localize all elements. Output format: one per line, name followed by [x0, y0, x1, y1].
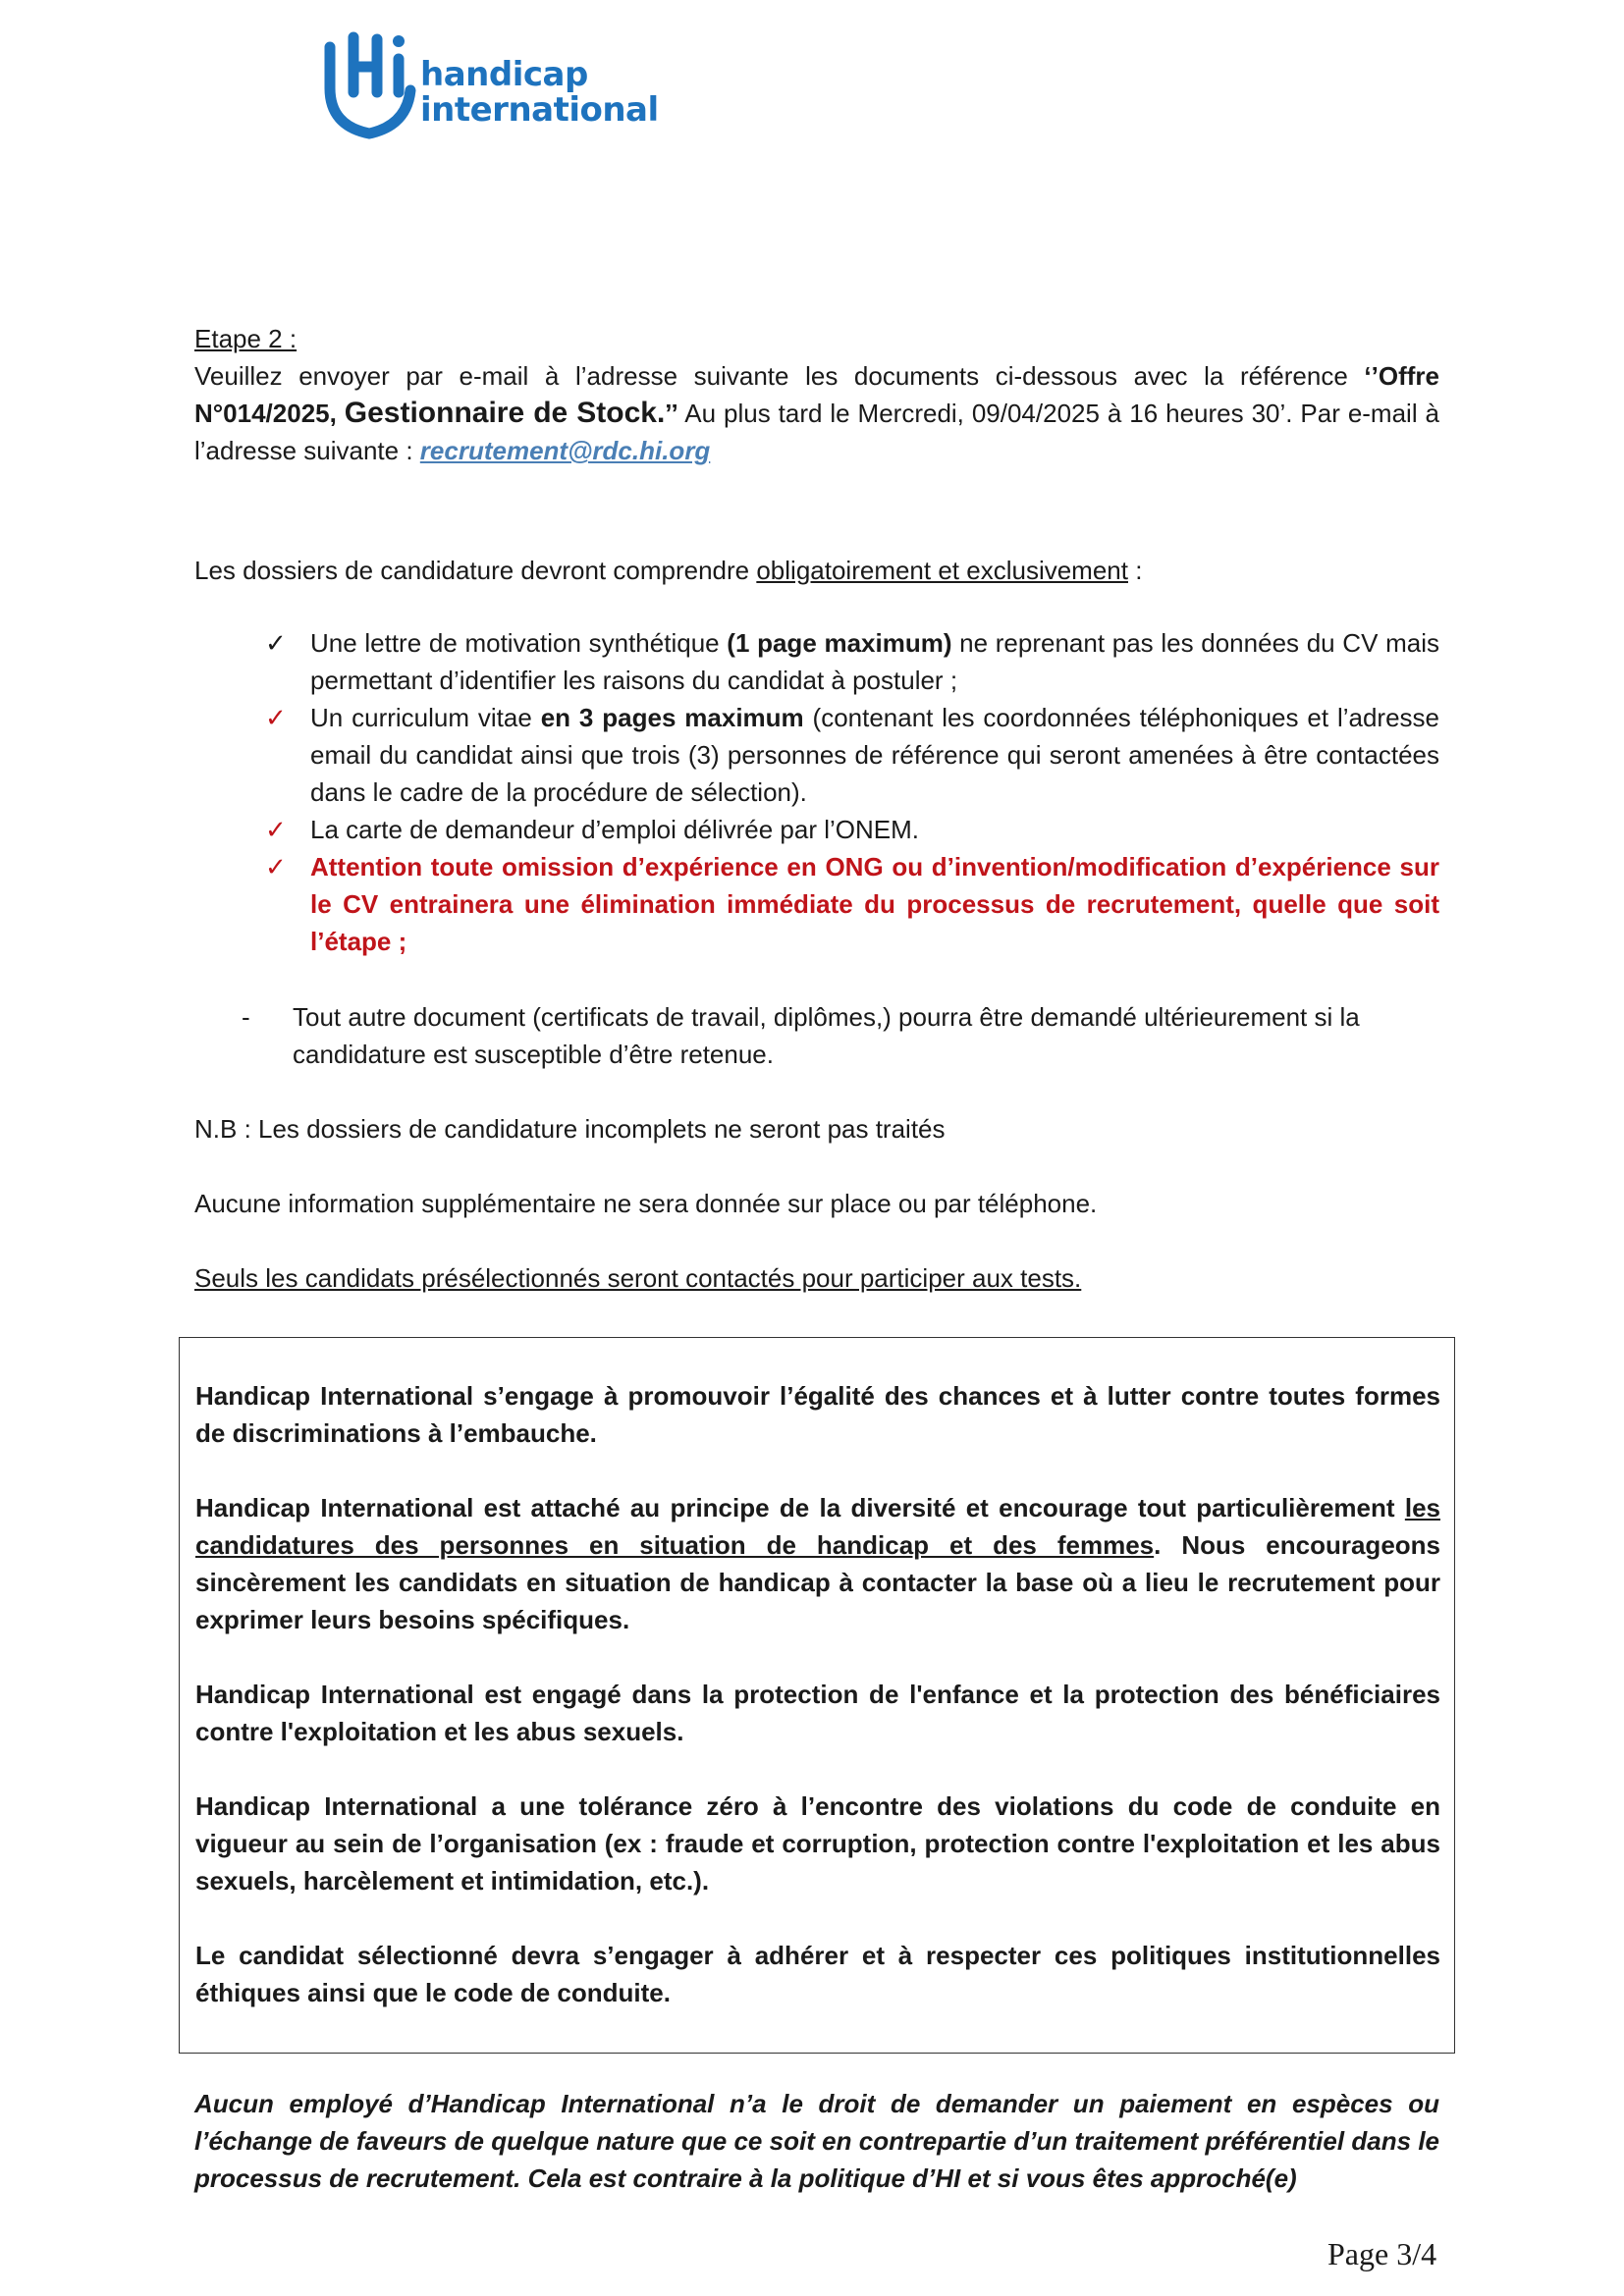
other-documents-note: [242, 998, 1439, 1073]
policy-child-protection: Handicap International est engagé dans la protection de l'enfance et la protection des bénéficiaires contre l'exploitation et les abus sexuels.: [195, 1680, 1440, 1746]
deadline-text: Au plus tard le Mercredi, 09/04/2025 à 16 heures 30’. Par e-mail à l’adresse suivante :: [194, 399, 1439, 465]
hi-hand-logo-icon: [320, 27, 418, 151]
policy-diversity: [195, 1489, 1440, 1638]
item-text: Une lettre de motivation synthétique: [310, 628, 728, 658]
anti-corruption-notice: Aucun employé d’Handicap International n’a le droit de demander un paiement en espèces ou l’échange de faveurs de quelque nature que ce soit en contrepartie d’un traitement préférentiel dans le processus de recrutement. Cela est contraire à la politique d’HI et si vous êtes approché(e): [194, 2089, 1439, 2193]
dossiers-intro-emphasis: obligatoirement et exclusivement: [756, 556, 1128, 585]
checklist-item: [255, 699, 1439, 811]
job-title: Gestionnaire de Stock.: [344, 397, 666, 429]
policy-box-content: [195, 1377, 1440, 2049]
policy-diversity-text: Handicap International est attaché au principe de la diversité et encourage tout particulièrement: [195, 1493, 1405, 1522]
checkmark-icon: ✓: [265, 703, 287, 732]
checkmark-icon: ✓: [265, 628, 287, 658]
preselection-note: Seuls les candidats présélectionnés seront contactés pour participer aux tests.: [194, 1263, 1082, 1293]
item-text: La carte de demandeur d’emploi délivrée par l’ONEM.: [310, 815, 919, 844]
requirements-checklist: [255, 624, 1439, 960]
etape-text-1: Veuillez envoyer par e-mail à l’adresse suivante les documents ci-dessous avec la référence: [194, 361, 1365, 391]
warning-text: Attention toute omission d’expérience en ONG ou d’invention/modification d’expérience sur le CV entrainera une élimination immédiate du processus de recrutement, quelle que soit l’étape ;: [310, 852, 1439, 956]
etape-section: [194, 320, 1439, 469]
policy-diversity-end: . Nous encourageons sincèrement les candidats en situation de handicap à contacter la base où a lieu le recrutement pour exprimer leurs besoins spécifiques.: [195, 1530, 1441, 1634]
offer-reference: ‘’Offre N°014/2025,: [194, 361, 1439, 428]
other-documents-text: Tout autre document (certificats de travail, diplômes,) pourra être demandé ultérieurement si la candidature est susceptible d’être retenue.: [293, 1002, 1360, 1069]
recruitment-email-link[interactable]: recrutement@rdc.hi.org: [419, 436, 711, 465]
checkmark-icon: ✓: [265, 815, 287, 844]
policy-equal-opportunity: Handicap International s’engage à promouvoir l’égalité des chances et à lutter contre toutes formes de discriminations à l’embauche.: [195, 1381, 1440, 1448]
page-number: Page 3/4: [1327, 2236, 1437, 2271]
item-text-end: (contenant les coordonnées téléphoniques et l’adresse email du candidat ainsi que trois (3) personnes de référence qui seront amenées à être contactées dans le cadre de la procédure de sélection).: [310, 703, 1440, 807]
checkmark-icon: ✓: [265, 852, 287, 881]
dossiers-intro: [194, 552, 1439, 589]
logo-wordmark: [420, 57, 659, 128]
item-emphasis: (1 page maximum): [727, 628, 952, 658]
policy-diversity-emphasis: les candidatures des personnes en situation de handicap et des femmes: [195, 1493, 1440, 1560]
checklist-item: [255, 624, 1439, 699]
no-info-note: Aucune information supplémentaire ne sera donnée sur place ou par téléphone.: [194, 1189, 1098, 1218]
dossiers-intro-text: Les dossiers de candidature devront comprendre: [194, 556, 757, 585]
dash-bullet: -: [242, 1002, 250, 1032]
checklist-item: [255, 811, 1439, 848]
logo-line-2: international: [420, 90, 659, 130]
logo-line-1: handicap: [420, 55, 588, 94]
policy-code-of-conduct: Le candidat sélectionné devra s’engager à adhérer et à respecter ces politiques institutionnelles éthiques ainsi que le code de conduite.: [195, 1941, 1440, 2007]
etape-paragraph: [194, 357, 1439, 469]
policy-box: [179, 1337, 1455, 2054]
etape-heading: Etape 2 :: [194, 324, 298, 353]
item-text-end: ne reprenant pas les données du CV mais permettant d’identifier les raisons du candidat à postuler ;: [310, 628, 1439, 695]
handicap-international-logo: [320, 27, 674, 151]
nb-note: N.B : Les dossiers de candidature incomplets ne seront pas traités: [194, 1114, 946, 1144]
item-emphasis: en 3 pages maximum: [540, 703, 804, 732]
closing-quote: ’’: [665, 399, 678, 428]
checklist-item-warning: [255, 848, 1439, 960]
dossiers-intro-colon: :: [1127, 556, 1143, 585]
policy-zero-tolerance: Handicap International a une tolérance zéro à l’encontre des violations du code de conduite en vigueur au sein de l’organisation (ex : fraude et corruption, protection contre l'exploitation et les abus sexuels, harcèlement et intimidation, etc.).: [195, 1791, 1440, 1896]
item-text: Un curriculum vitae: [310, 703, 541, 732]
